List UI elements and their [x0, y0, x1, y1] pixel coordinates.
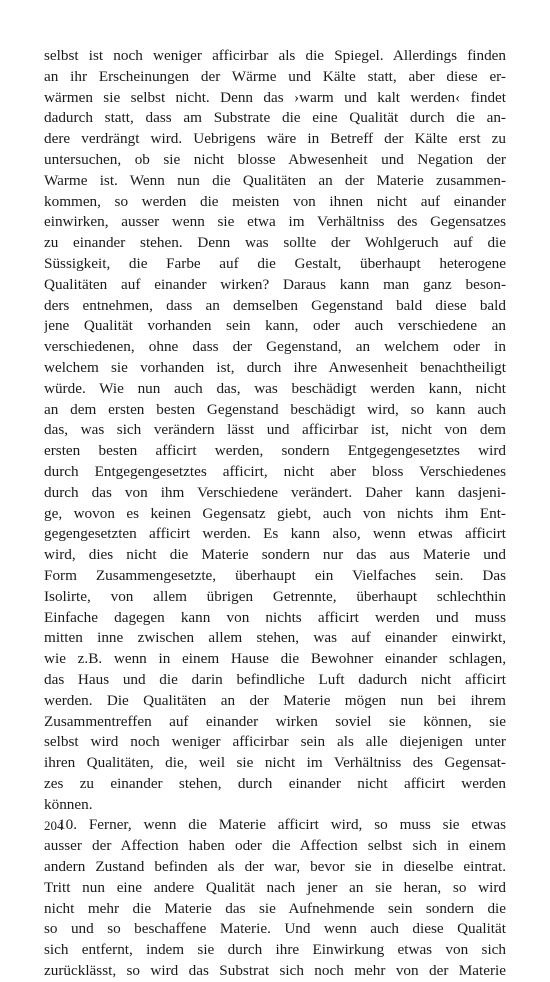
text-line: durch Entgegengesetztes afficirt, nicht aber bloss Verschiedenes [44, 462, 506, 480]
text-line: zu einander stehen. Denn was sollte der Wohlgeruch auf die [44, 234, 506, 252]
text-line: einwirken, ausser wenn sie etwa im Verhältniss des Gegensatzes [44, 213, 506, 231]
text-line: würde. Wie nun auch das, was beschädigt werden kann, nicht [44, 379, 506, 397]
text-line: Süssigkeit, die Farbe auf die Gestalt, überhaupt heterogene [44, 254, 506, 272]
text-line: dadurch statt, dass am Substrate die eine Qualität durch die an- [44, 109, 506, 127]
text-line: Tritt nun eine andere Qualität nach jener an sie heran, so wird [44, 878, 506, 896]
text-line: zes zu einander stehen, durch einander nicht afficirt werden [44, 774, 506, 792]
text-line: Qualitäten auf einander wirken? Daraus kann man ganz beson- [44, 275, 506, 293]
text-line: Einfache dagegen kann von nichts afficirt werden und muss [44, 608, 506, 626]
text-line: durch das von ihm Verschiedene verändert. Daher kann dasjeni- [44, 483, 506, 501]
text-line: werden. Die Qualitäten an der Materie mögen nun bei ihrem [44, 691, 506, 709]
text-line: selbst ist noch weniger afficirbar als die Spiegel. Allerdings finden [44, 47, 506, 64]
page-number: 204 [44, 818, 64, 833]
page-text-block [44, 46, 506, 982]
text-line: andern Zustand befinden als der war, bevor sie in dieselbe eintrat. [44, 858, 506, 876]
text-line: Isolirte, von allem übrigen Getrennte, überhaupt schlechthin [44, 587, 506, 605]
text-line: wird, dies nicht die Materie sondern nur das aus Materie und [44, 546, 506, 564]
text-line: jene Qualität vorhanden sein kann, oder auch verschiedene an [44, 317, 506, 335]
text-line: untersuchen, ob sie nicht blosse Abwesenheit und Negation der [44, 150, 506, 168]
text-line: ersten besten afficirt werden, sondern Entgegengesetztes wird [44, 442, 506, 460]
text-line: zurücklässt, so wird das Substrat sich noch mehr von der Materie [44, 962, 506, 980]
text-line: kommen, so werden die meisten von ihnen nicht auf einander [44, 192, 506, 210]
text-line: nicht mehr die Materie das sie Aufnehmende sein sondern die [44, 899, 506, 917]
section-start-line: 10. Ferner, wenn die Materie afficirt wird, so muss sie etwas [58, 816, 506, 834]
text-line: an dem ersten besten Gegenstand beschädigt wird, so kann auch [44, 400, 506, 418]
text-line: mitten inne zwischen allem stehen, was auf einander einwirkt, [44, 629, 506, 647]
text-line: dere verdrängt wird. Uebrigens wäre in Betreff der Kälte erst zu [44, 130, 506, 148]
paragraph-end-line: können. [44, 795, 93, 813]
text-line: das Haus und die darin befindliche Luft dadurch nicht afficirt [44, 670, 506, 688]
text-line: welchem sie vorhanden ist, durch ihre Anwesenheit benachtheiligt [44, 358, 506, 376]
text-line: sich entfernt, indem sie durch ihre Einwirkung etwas von sich [44, 941, 506, 959]
text-line: ge, wovon es keinen Gegensatz giebt, auch von nichts ihm Ent- [44, 504, 506, 522]
text-line: an ihr Erscheinungen der Wärme und Kälte statt, aber diese er- [44, 67, 506, 85]
text-line: ihren Qualitäten, die, weil sie nicht im Verhältniss des Gegensat- [44, 754, 506, 772]
text-line: so und so beschaffene Materie. Und wenn auch diese Qualität [44, 920, 506, 938]
text-line: wärmen sie selbst nicht. Denn das ›warm und kalt werden‹ findet [44, 88, 506, 106]
text-line: ausser der Affection haben oder die Affection selbst sich in einem [44, 837, 506, 855]
text-line: Zusammentreffen auf einander wirken soviel sie können, sie [44, 712, 506, 730]
text-line: verschiedenen, ohne dass der Gegenstand, an welchem oder in [44, 338, 506, 356]
text-line: gegengesetzten afficirt werden. Es kann also, wenn etwas afficirt [44, 525, 506, 543]
text-line: Form Zusammengesetzte, überhaupt ein Vielfaches sein. Das [44, 566, 506, 584]
text-line: ders entnehmen, dass an demselben Gegenstand bald diese bald [44, 296, 506, 314]
text-line: wie z.B. wenn in einem Hause die Bewohner einander schlagen, [44, 650, 506, 668]
text-line: Warme ist. Wenn nun die Qualitäten an der Materie zusammen- [44, 171, 506, 189]
text-line: das, was sich verändern lässt und afficirbar ist, nicht von dem [44, 421, 506, 439]
text-line: selbst wird noch weniger afficirbar sein als alle diejenigen unter [44, 733, 506, 751]
